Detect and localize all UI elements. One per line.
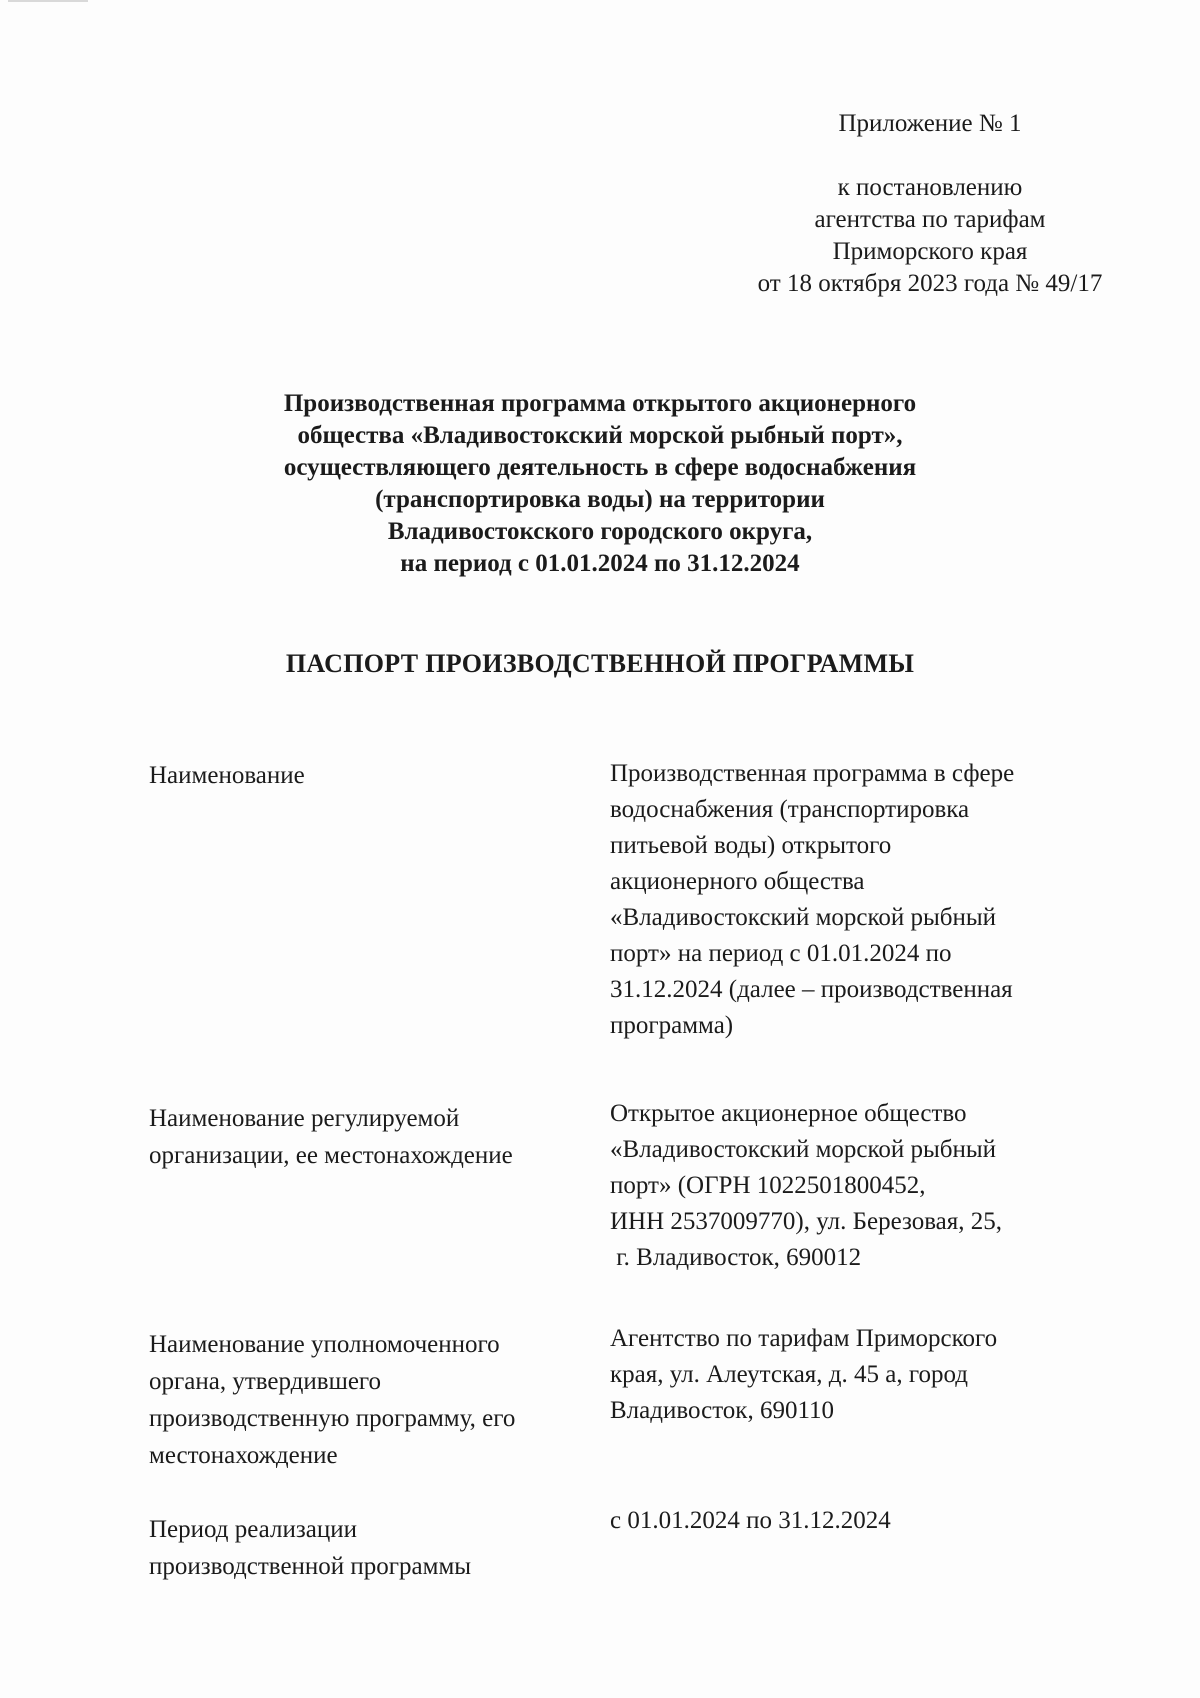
- appendix-number: Приложение № 1: [838, 110, 1022, 137]
- label-line: Период реализации: [149, 1516, 357, 1543]
- label-line: производственной программы: [149, 1553, 472, 1580]
- value-line: «Владивостокский морской рыбный: [610, 904, 997, 931]
- value-line: с 01.01.2024 по 31.12.2024: [610, 1507, 891, 1534]
- row-value: [610, 756, 1090, 1044]
- label-line: организации, ее местонахождение: [149, 1142, 513, 1169]
- title-line: (транспортировка воды) на территории: [375, 486, 825, 513]
- row-value: [610, 1503, 1090, 1539]
- row-label: [149, 757, 579, 794]
- row-value: [610, 1096, 1090, 1276]
- value-line: Владивосток, 690110: [610, 1397, 835, 1424]
- value-line: порт» (ОГРН 1022501800452,: [610, 1172, 926, 1199]
- value-line: г. Владивосток, 690012: [610, 1244, 862, 1271]
- scan-edge-mark: [8, 0, 88, 2]
- label-line: местонахождение: [149, 1442, 338, 1469]
- appendix-line: к постановлению: [837, 174, 1023, 201]
- value-line: порт» на период с 01.01.2024 по: [610, 940, 952, 967]
- label-line: Наименование уполномоченного: [149, 1331, 500, 1358]
- appendix-line: Приморского края: [832, 238, 1028, 265]
- value-line: питьевой воды) открытого: [610, 832, 892, 859]
- value-line: Производственная программа в сфере: [610, 760, 1015, 787]
- row-label: [149, 1100, 579, 1174]
- label-line: Наименование: [149, 762, 305, 789]
- program-title: [100, 388, 1100, 580]
- appendix-block: [700, 108, 1160, 300]
- label-line: органа, утвердившего: [149, 1368, 382, 1395]
- label-line: Наименование регулируемой: [149, 1105, 460, 1132]
- value-line: программа): [610, 1012, 734, 1039]
- label-line: производственную программу, его: [149, 1405, 516, 1432]
- value-line: края, ул. Алеутская, д. 45 а, город: [610, 1361, 969, 1388]
- appendix-line: агентства по тарифам: [814, 206, 1046, 233]
- value-line: водоснабжения (транспортировка: [610, 796, 970, 823]
- value-line: ИНН 2537009770), ул. Березовая, 25,: [610, 1208, 1003, 1235]
- title-line: Владивостокского городского округа,: [387, 518, 813, 545]
- value-line: Агентство по тарифам Приморского: [610, 1325, 998, 1352]
- title-line: Производственная программа открытого акционерного: [283, 390, 917, 417]
- value-line: «Владивостокский морской рыбный: [610, 1136, 997, 1163]
- appendix-line: от 18 октября 2023 года № 49/17: [757, 270, 1103, 297]
- title-line: осуществляющего деятельность в сфере водоснабжения: [283, 454, 917, 481]
- row-label: [149, 1326, 579, 1474]
- title-line: на период с 01.01.2024 по 31.12.2024: [400, 550, 800, 577]
- value-line: 31.12.2024 (далее – производственная: [610, 976, 1013, 1003]
- passport-heading: ПАСПОРТ ПРОИЗВОДСТВЕННОЙ ПРОГРАММЫ: [285, 649, 915, 678]
- value-line: Открытое акционерное общество: [610, 1100, 967, 1127]
- row-label: [149, 1511, 579, 1585]
- title-line: общества «Владивостокский морской рыбный порт»,: [297, 422, 903, 449]
- value-line: акционерного общества: [610, 868, 865, 895]
- row-value: [610, 1321, 1090, 1429]
